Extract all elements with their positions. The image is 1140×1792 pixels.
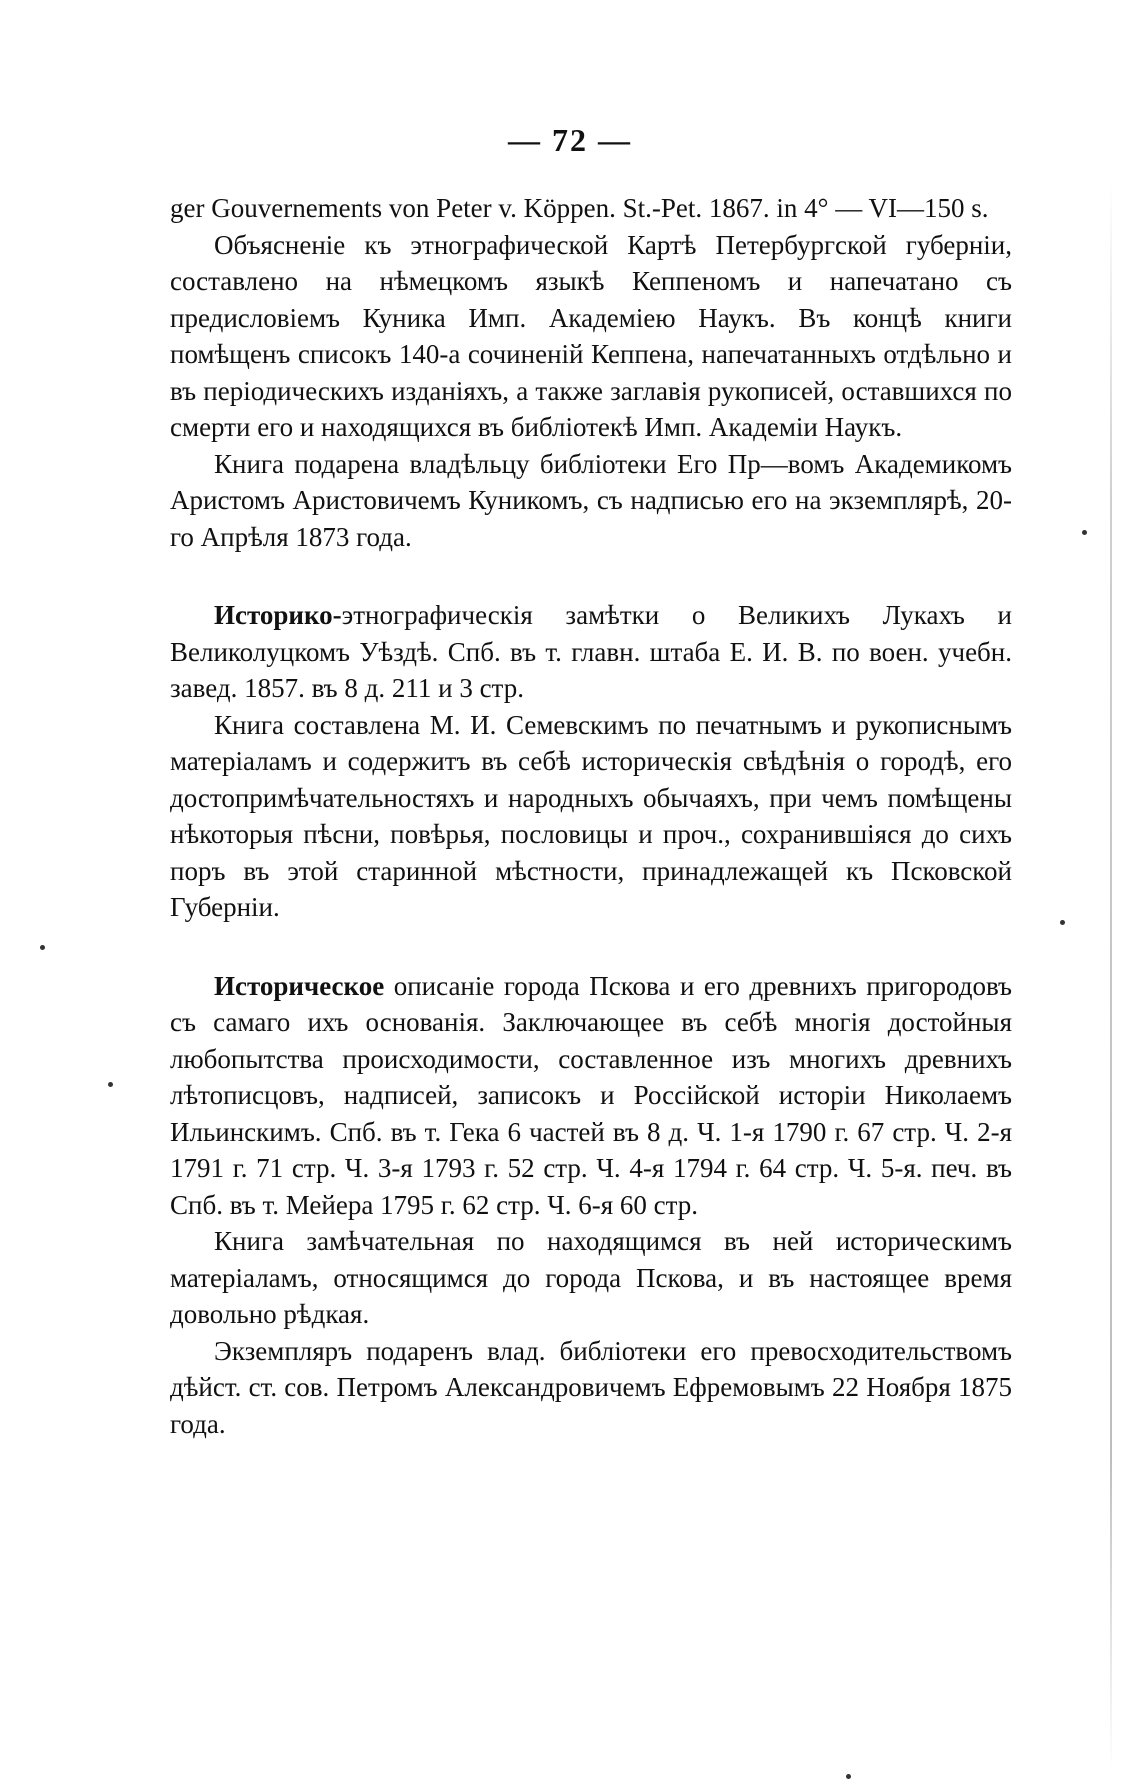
entry-2-title-rest: этнографическія замѣтки о Великихъ Лукахъ и Великолуцкомъ Уѣздѣ. Спб. въ т. главн. штаба Е. И. В. по воен. учебн. завед. 1857. въ 8 д. 211 и 3 стр. bbox=[170, 600, 1012, 703]
text-column bbox=[170, 190, 1012, 1442]
entry-3-title-bold: Историческое bbox=[214, 970, 385, 1001]
entry-3-description: Книга замѣчательная по находящимся въ ней историческимъ матеріаламъ, относящимся до города Пскова, и въ настоящее время довольно рѣдкая. bbox=[170, 1226, 1012, 1329]
entry-1-continuation: ger Gouvernements von Peter v. Köppen. St.-Pet. 1867. in 4° — VI—150 s. bbox=[170, 193, 989, 223]
entry-2-title-bold: Историко- bbox=[214, 600, 342, 630]
scan-speck bbox=[1082, 530, 1087, 535]
scan-speck bbox=[846, 1774, 851, 1779]
entry-1-provenance: Книга подарена владѣльцу библіотеки Его Пр—вомъ Академикомъ Аристомъ Аристовичемъ Куникомъ, съ надписью его на экземплярѣ, 20-го Апрѣля 1873 года. bbox=[170, 448, 1012, 552]
page-number: — 72 — bbox=[508, 122, 632, 158]
scan-speck bbox=[1060, 920, 1065, 925]
entry-2-title bbox=[170, 597, 1012, 707]
entry-3-provenance: Экземпляръ подаренъ влад. библіотеки его превосходительствомъ дѣйст. ст. сов. Петромъ Александровичемъ Ефремовымъ 22 Ноября 1875 года. bbox=[170, 1335, 1012, 1439]
scan-speck bbox=[40, 945, 45, 950]
entry-1-description: Объясненіе къ этнографической Картѣ Петербургской губерніи, составлено на нѣмецкомъ языкѣ Кеппеномъ и напечатано съ предисловіемъ Куника Имп. Академіею Наукъ. Въ концѣ книги помѣщенъ списокъ 140-а сочиненій Кеппена, напечатанныхъ отдѣльно и въ періодическихъ изданіяхъ, а также заглавія рукописей, оставшихся по смерти его и находящихся въ библіотекѣ Имп. Академіи Наукъ. bbox=[170, 229, 1012, 442]
scan-speck bbox=[108, 1082, 113, 1087]
page-edge-shadow bbox=[1110, 180, 1112, 1770]
entry-3-title bbox=[170, 968, 1012, 1224]
entry-2-description: Книга составлена М. И. Семевскимъ по печатнымъ и рукописнымъ матеріаламъ и содержитъ въ себѣ историческія свѣдѣнія о городѣ, его достопримѣчательностяхъ и народныхъ обычаяхъ, при чемъ помѣщены нѣкоторыя пѣсни, повѣрья, пословицы и проч., сохранившіяся до сихъ поръ въ этой старинной мѣстности, принадлежащей къ Псковской Губерніи. bbox=[170, 709, 1012, 922]
entry-3-title-rest: описаніе города Пскова и его древнихъ пригородовъ съ самаго ихъ основанія. Заключающее въ себѣ многія достойныя любопытства происходимости, составленное изъ многихъ древнихъ лѣтописцовъ, надписей, записокъ и Россійской исторіи Николаемъ Ильинскимъ. Спб. въ т. Гека 6 частей въ 8 д. Ч. 1-я 1790 г. 67 стр. Ч. 2-я 1791 г. 71 стр. Ч. 3-я 1793 г. 52 стр. Ч. 4-я 1794 г. 64 стр. Ч. 5-я. печ. въ Спб. въ т. Мейера 1795 г. 62 стр. Ч. 6-я 60 стр. bbox=[170, 970, 1013, 1220]
